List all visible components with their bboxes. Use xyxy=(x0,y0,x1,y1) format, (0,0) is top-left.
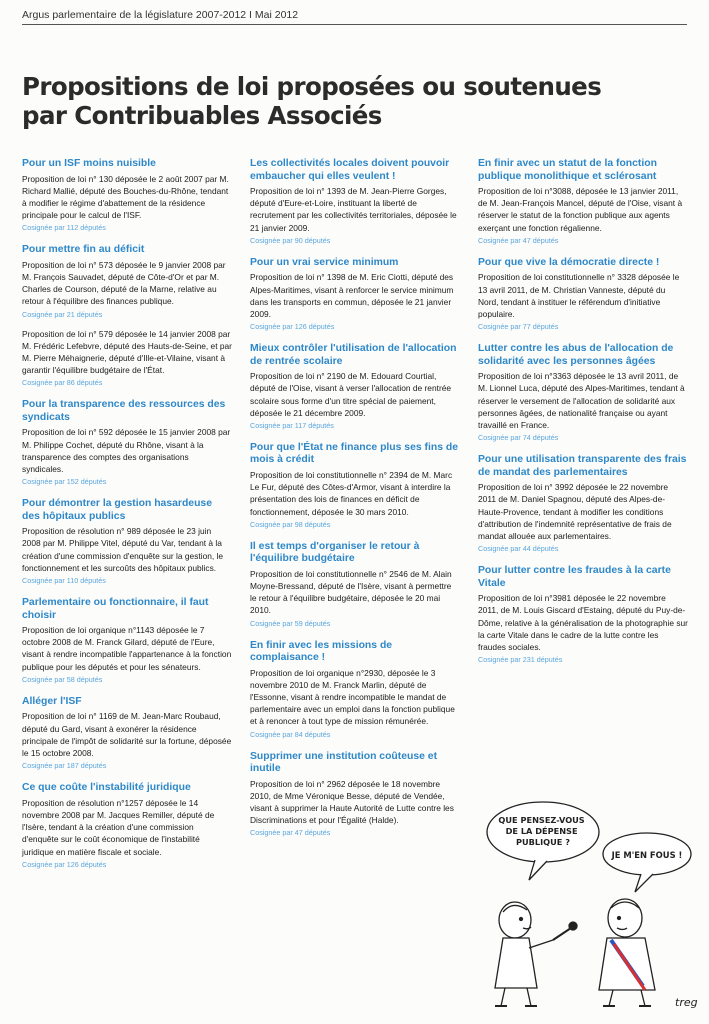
cosignatories-count: Cosignée par 126 députés xyxy=(250,322,335,332)
proposal-title: Lutter contre les abus de l'allocation de solidarité avec les personnes âgées xyxy=(478,343,674,367)
proposal-title: Ce que coûte l'instabilité juridique xyxy=(22,782,191,794)
proposal-body: Proposition de loi constitutionnelle n° 2394 de M. Marc Le Fur, député des Côtes-d'Armor, visant à interdire la présentation des lois de finances en déficit de fonctionnement, déposée le 30 mars 2010. xyxy=(250,469,453,517)
cosignatories-count: Cosignée par 112 députés xyxy=(22,223,106,233)
proposal-entry xyxy=(250,442,460,530)
title-line-1: Propositions de loi proposées ou soutenues xyxy=(22,72,602,101)
proposal-title: Pour mettre fin au déficit xyxy=(22,244,145,256)
cosignatories-count: Cosignée par 98 députés xyxy=(250,519,331,529)
proposal-body: Proposition de loi n° 3992 déposée le 22 novembre 2011 de M. Daniel Spagnou, député des Alpes-de-Haute-Provence, tendant à modifier les conditions d'attribution de l'indemnité représentative de frais de mandat allouée aux parlementaires. xyxy=(478,482,672,541)
proposal-body: Proposition de loi n° 573 déposée le 9 janvier 2008 par M. François Sauvadet, député de Côte-d'Or et par M. Charles de Courson, député de la Marne, relative au retour à l'équilibre des finances publique. xyxy=(22,259,226,307)
proposal-entry xyxy=(250,751,460,839)
proposal-entry xyxy=(22,782,232,870)
artist-signature: treg xyxy=(675,996,698,1009)
proposal-title: En finir avec un statut de la fonction publique monolithique et sclérosant xyxy=(478,158,657,182)
proposal-body: Proposition de loi n° 1393 de M. Jean-Pierre Gorges, député d'Eure-et-Loire, instituant la liberté de recrutement par les collectivités territoriales, déposée le 21 janvier 2009. xyxy=(250,186,457,233)
cosignatories-count: Cosignée par 110 députés xyxy=(22,576,106,586)
proposal-body: Proposition de résolution n°1257 déposée le 14 novembre 2008 par M. Jacques Remiller, député de l'Isère, tendant à la création d'une commission d'enquête sur le coût économique de l'instabilité juridique en matière fiscale et sociale. xyxy=(22,797,215,857)
bubble-right-text: JE M'EN FOUS ! xyxy=(611,850,683,860)
proposal-entry xyxy=(478,257,688,332)
proposal-body: Proposition de loi n°3088, déposée le 13 janvier 2011, de M. Jean-François Mancel, député de l'Oise, visant à réserver le statut de la fonction publique aux agents exerçant une fonction régalienne. xyxy=(478,186,683,233)
proposal-title: Pour lutter contre les fraudes à la carte Vitale xyxy=(478,565,671,589)
cosignatories-count: Cosignée par 21 députés xyxy=(22,309,103,319)
proposal-body: Proposition de loi n° 592 déposée le 15 janvier 2008 par M. Philippe Cochet, député du Rhône, visant à la transparence des comptes des organisations syndicales. xyxy=(22,427,231,475)
proposal-title: Pour que l'État ne finance plus ses fins de mois à crédit xyxy=(250,441,459,466)
proposal-entry xyxy=(478,454,688,554)
proposal-body: Proposition de loi n° 2962 déposée le 18 novembre 2010, de Mme Véronique Besse, député de Vendée, visant à supprimer la Haute Autorité de Lutte contre les Discriminations et pour l'Égalité (Halde). xyxy=(250,778,454,826)
proposal-title: Mieux contrôler l'utilisation de l'allocation de rentrée scolaire xyxy=(250,343,457,367)
cosignatories-count: Cosignée par 231 députés xyxy=(478,655,563,665)
cosignatories-count: Cosignée par 74 députés xyxy=(478,433,559,443)
proposal-title: Pour que vive la démocratie directe ! xyxy=(478,256,660,268)
cosignatories-count: Cosignée par 77 députés xyxy=(478,322,559,332)
proposal-entry xyxy=(250,541,460,629)
proposal-entry xyxy=(22,158,232,233)
proposal-entry xyxy=(22,328,232,389)
proposal-entry xyxy=(250,158,460,246)
proposal-entry xyxy=(22,399,232,487)
proposal-body: Proposition de loi n° 130 déposée le 2 août 2007 par M. Richard Mallié, député des Bouches-du-Rhône, tendant à modifier le régime d'abattement de la résidence principale pour le calcul de l'ISF. xyxy=(22,173,229,221)
column-3 xyxy=(478,158,688,676)
proposal-body: Proposition de loi constitutionnelle n° 2546 de M. Alain Moyne-Bressand, député de l'Isère, visant à permettre le retour à l'équilibre budgétaire, déposée le 20 mai 2010. xyxy=(250,568,452,616)
cosignatories-count: Cosignée par 117 députés xyxy=(250,420,334,430)
proposal-title: Il est temps d'organiser le retour à l'équilibre budgétaire xyxy=(250,540,420,565)
bubble-left-line-2: DE LA DÉPENSE xyxy=(505,826,578,836)
proposal-body: Proposition de résolution n° 989 déposée le 23 juin 2008 par M. Philippe Vitel, député du Var, tendant à la création d'une commission d'enquête sur la gestion, le fonctionnement et les surcoûts des hôpitaux publics. xyxy=(22,526,224,573)
page-header: Argus parlementaire de la législature 2007-2012 I Mai 2012 xyxy=(22,9,687,25)
proposal-body: Proposition de loi n° 579 déposée le 14 janvier 2008 par M. Frédéric Lefebvre, député des Hauts-de-Seine, et par M. Pierre Méhaignerie, député d'Ille-et-Vilaine, visant à garantir l'équilibre budgétaire de l'État. xyxy=(22,328,232,376)
proposal-title: Pour une utilisation transparente des frais de mandat des parlementaires xyxy=(478,454,687,478)
proposal-entry xyxy=(250,640,460,740)
bubble-left-line-3: PUBLIQUE ? xyxy=(516,837,570,847)
politician-figure xyxy=(599,899,655,1006)
cosignatories-count: Cosignée par 59 députés xyxy=(250,618,331,628)
proposal-body: Proposition de loi n°3981 déposée le 22 novembre 2011, de M. Louis Giscard d'Estaing, député du Puy-de-Dôme, relative à la généralisation de la photographie sur la carte Vitale dans le cadre de la lutte contre les fraudes sociales. xyxy=(478,593,688,652)
page-title xyxy=(22,72,682,130)
proposal-body: Proposition de loi n° 1398 de M. Eric Ciotti, député des Alpes-Maritimes, visant à renforcer le service minimum dans les transports en commun, déposée le 21 janvier 2009. xyxy=(250,272,454,319)
proposal-body: Proposition de loi n° 1169 de M. Jean-Marc Roubaud, député du Gard, visant à exonérer la résidence principale de l'impôt de solidarité sur la fortune, déposée le 15 octobre 2008. xyxy=(22,711,232,758)
cosignatories-count: Cosignée par 86 députés xyxy=(22,378,103,388)
column-1 xyxy=(22,158,232,881)
bubble-left-line-1: QUE PENSEZ-VOUS xyxy=(498,815,585,825)
proposal-title: Parlementaire ou fonctionnaire, il faut choisir xyxy=(22,597,209,621)
column-2 xyxy=(250,158,460,849)
cosignatories-count: Cosignée par 47 députés xyxy=(478,235,559,245)
cosignatories-count: Cosignée par 84 députés xyxy=(250,729,331,739)
cosignatories-count: Cosignée par 126 députés xyxy=(22,859,107,869)
proposal-body: Proposition de loi organique n°2930, déposée le 3 novembre 2010 de M. Franck Marlin, député de l'Essonne, visant à rendre incompatible le mandat de parlementaire avec un emploi dans la fonction publique et à renoncer à tout type de mission rémunérée. xyxy=(250,667,455,727)
cosignatories-count: Cosignée par 187 députés xyxy=(22,761,107,771)
proposal-body: Proposition de loi organique n°1143 déposée le 7 octobre 2008 de M. Franck Gilard, député de l'Eure, visant à rendre incompatible l'appartenance à la fonction publique pour les députés et pour les sénateurs. xyxy=(22,625,232,672)
proposal-entry xyxy=(478,343,688,443)
proposal-entry xyxy=(250,343,460,431)
proposal-entry xyxy=(22,244,232,319)
proposal-title: En finir avec les missions de complaisance ! xyxy=(250,639,393,664)
journalist-figure xyxy=(495,902,577,1006)
title-line-2: par Contribuables Associés xyxy=(22,101,382,130)
proposal-title: Pour démontrer la gestion hasardeuse des hôpitaux publics xyxy=(22,498,212,522)
proposal-entry xyxy=(22,498,232,586)
cosignatories-count: Cosignée par 152 députés xyxy=(22,477,107,487)
cosignatories-count: Cosignée par 44 députés xyxy=(478,544,559,554)
proposal-body: Proposition de loi n° 2190 de M. Edouard Courtial, député de l'Oise, visant à verser l'allocation de rentrée scolaire sous forme d'un titre spécial de paiement, déposée le 21 décembre 2009. xyxy=(250,371,452,418)
proposal-title: Les collectivités locales doivent pouvoir embaucher qui elles veulent ! xyxy=(250,158,450,182)
proposal-title: Alléger l'ISF xyxy=(22,695,82,707)
cosignatories-count: Cosignée par 47 députés xyxy=(250,828,331,838)
proposal-title: Supprimer une institution coûteuse et inutile xyxy=(250,750,438,775)
cosignatories-count: Cosignée par 58 députés xyxy=(22,674,103,684)
proposal-entry xyxy=(250,257,460,332)
proposal-entry xyxy=(478,158,688,246)
proposal-title: Pour un vrai service minimum xyxy=(250,256,399,268)
proposal-entry xyxy=(22,696,232,771)
proposal-title: Pour la transparence des ressources des syndicats xyxy=(22,399,226,423)
cosignatories-count: Cosignée par 90 députés xyxy=(250,235,331,245)
proposal-body: Proposition de loi constitutionnelle n° 3328 déposée le 13 avril 2011, de M. Christian Vanneste, député du Nord, tendant à instituer le référendum d'initiative populaire. xyxy=(478,272,680,319)
proposal-entry xyxy=(478,565,688,665)
proposal-title: Pour un ISF moins nuisible xyxy=(22,158,156,169)
proposal-entry xyxy=(22,597,232,685)
proposal-body: Proposition de loi n°3363 déposée le 13 avril 2011, de M. Lionnel Luca, député des Alpes-Maritimes, tendant à réserver le versement de l'allocation de solidarité aux personnes âgées, de nationalité française ou ayant travaillé en France. xyxy=(478,371,685,430)
cartoon-illustration xyxy=(475,800,700,1015)
